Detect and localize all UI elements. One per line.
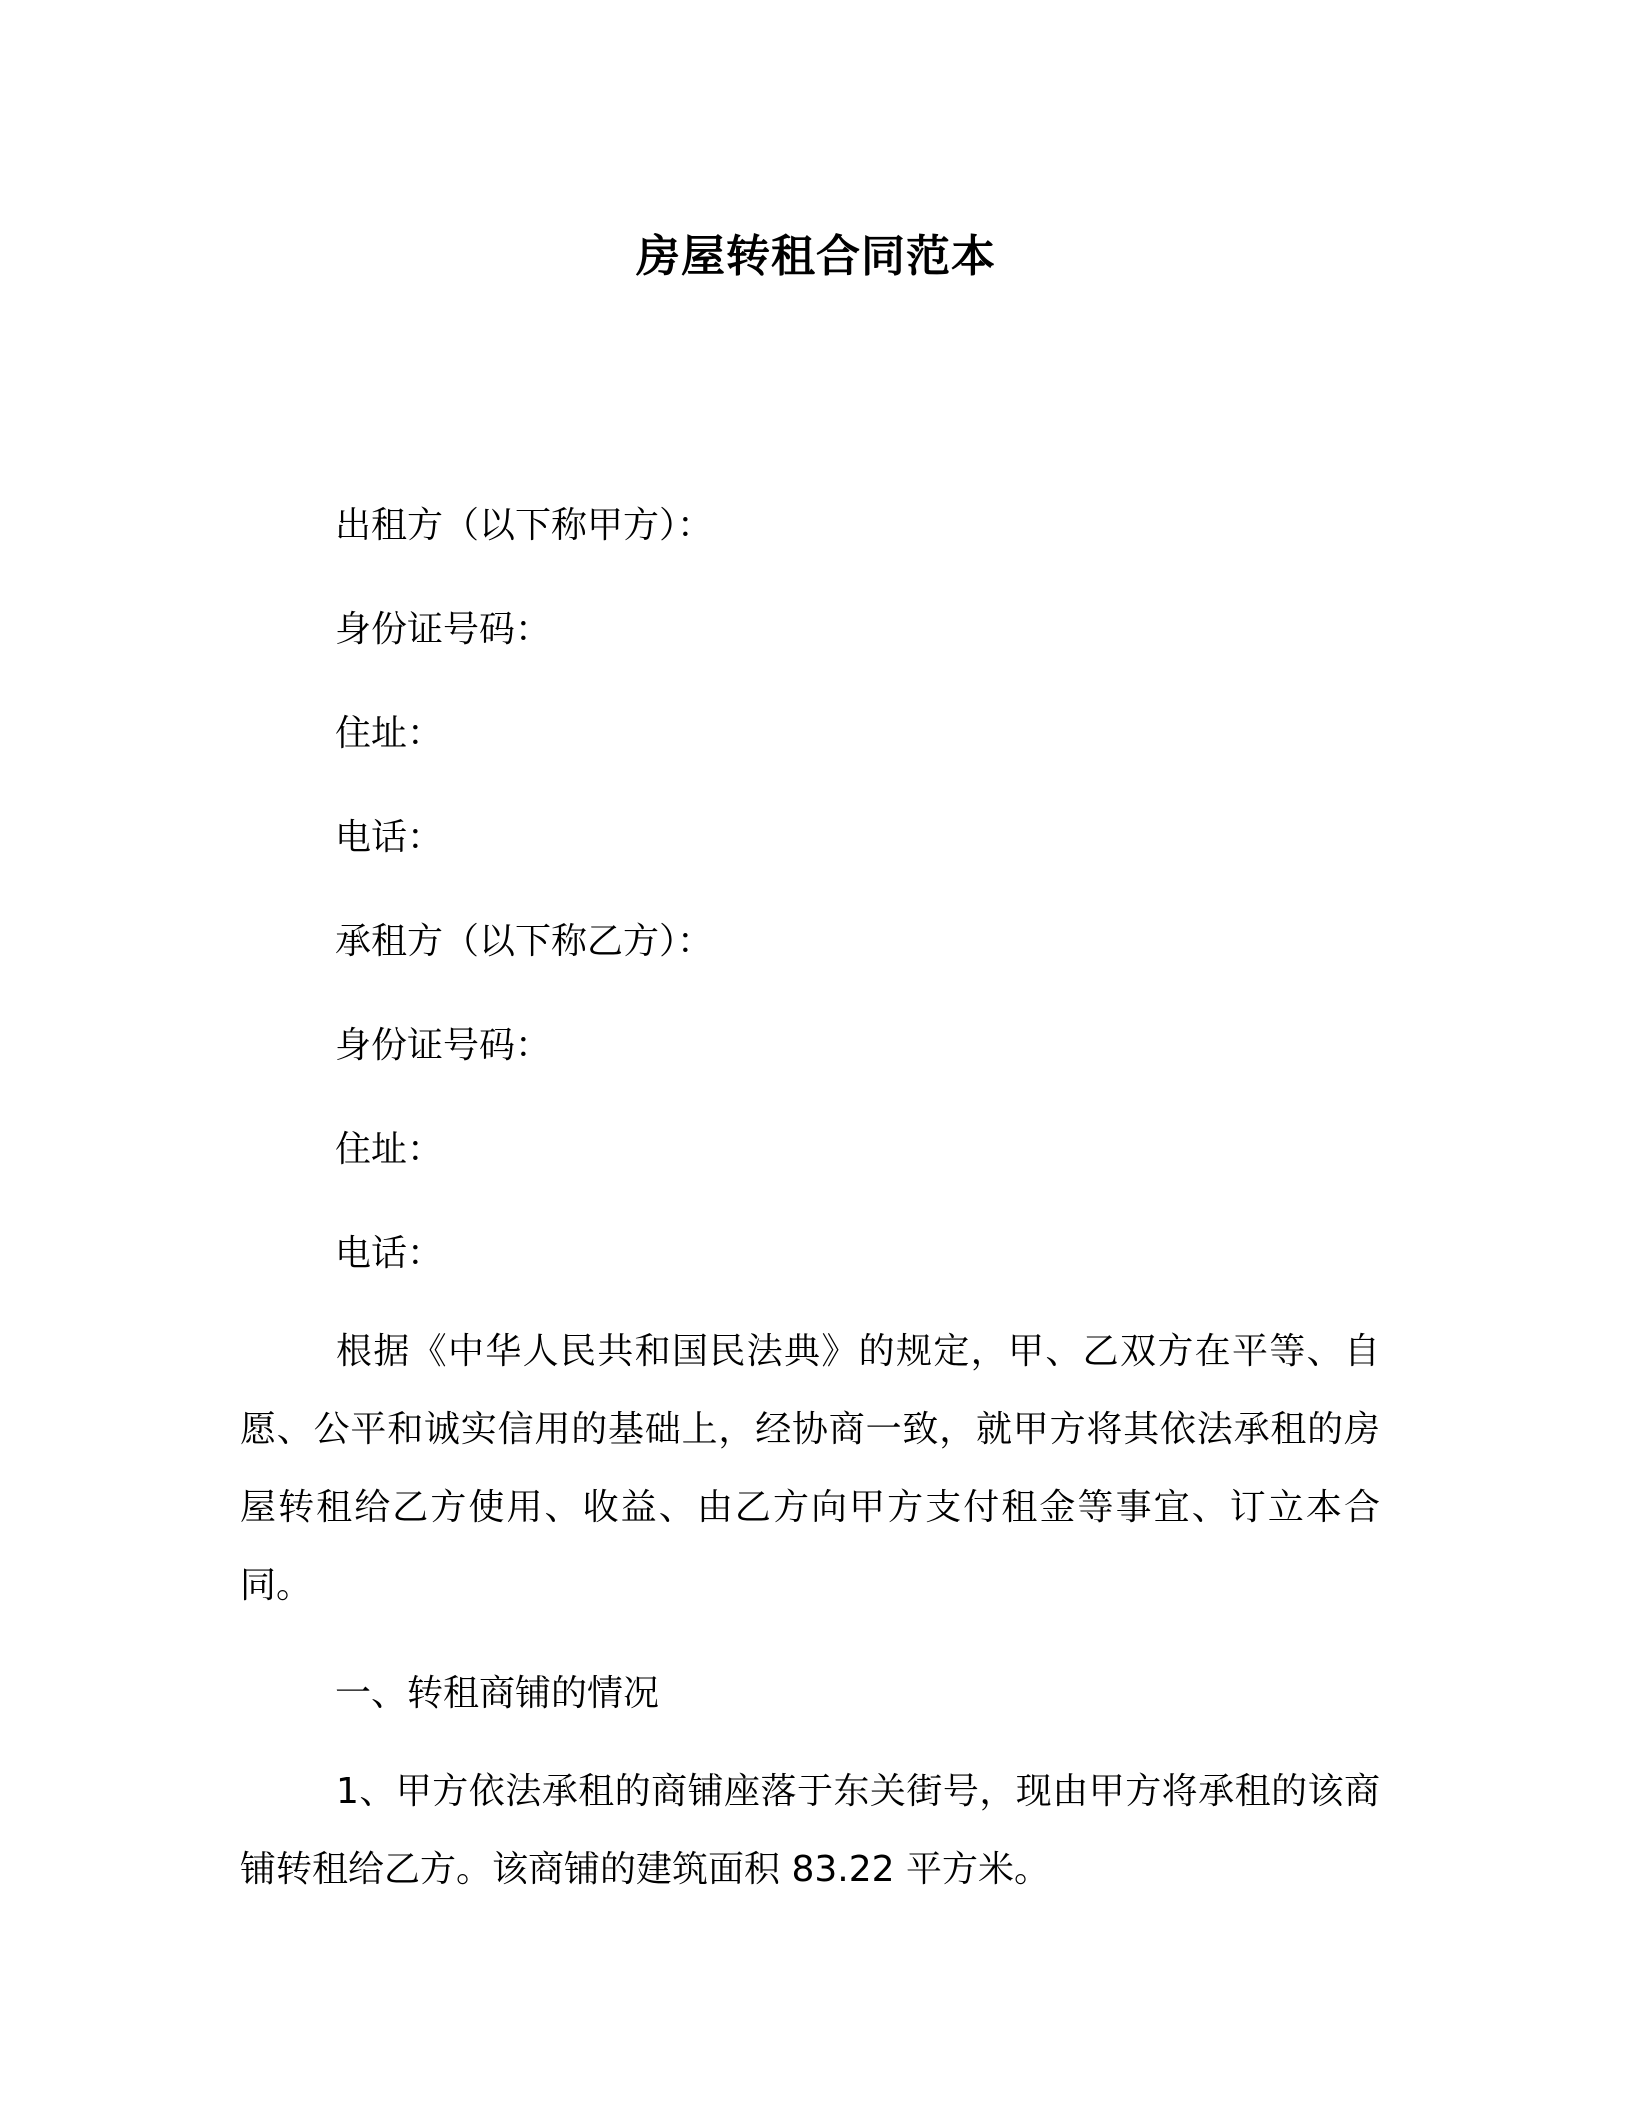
document-title: 房屋转租合同范本 xyxy=(636,231,996,282)
party-a-phone-label: 电话： xyxy=(335,817,444,858)
preamble-paragraph: 根据《中华人民共和国民法典》的规定，甲、乙双方在平等、自愿、公平和诚实信用的基础上，经协商一致，就甲方将其依法承租的房屋转租给乙方使用、收益、由乙方向甲方支付租金等事宜、订立本合同。 xyxy=(240,1331,1380,1606)
party-a-id-label: 身份证号码： xyxy=(335,609,552,650)
section-1-item-1: 1、甲方依法承租的商铺座落于东关街号，现由甲方将承租的该商铺转租给乙方。该商铺的建筑面积 83.22 平方米。 xyxy=(240,1771,1380,1890)
section-1-heading: 一、转租商铺的情况 xyxy=(335,1673,660,1714)
party-b-phone-label: 电话： xyxy=(335,1233,444,1274)
party-b-address-label: 住址： xyxy=(335,1129,444,1170)
party-b-label: 承租方（以下称乙方）： xyxy=(335,921,714,962)
party-b-id-label: 身份证号码： xyxy=(335,1025,552,1066)
party-a-label: 出租方（以下称甲方）： xyxy=(335,505,714,546)
party-a-address-label: 住址： xyxy=(335,713,444,754)
